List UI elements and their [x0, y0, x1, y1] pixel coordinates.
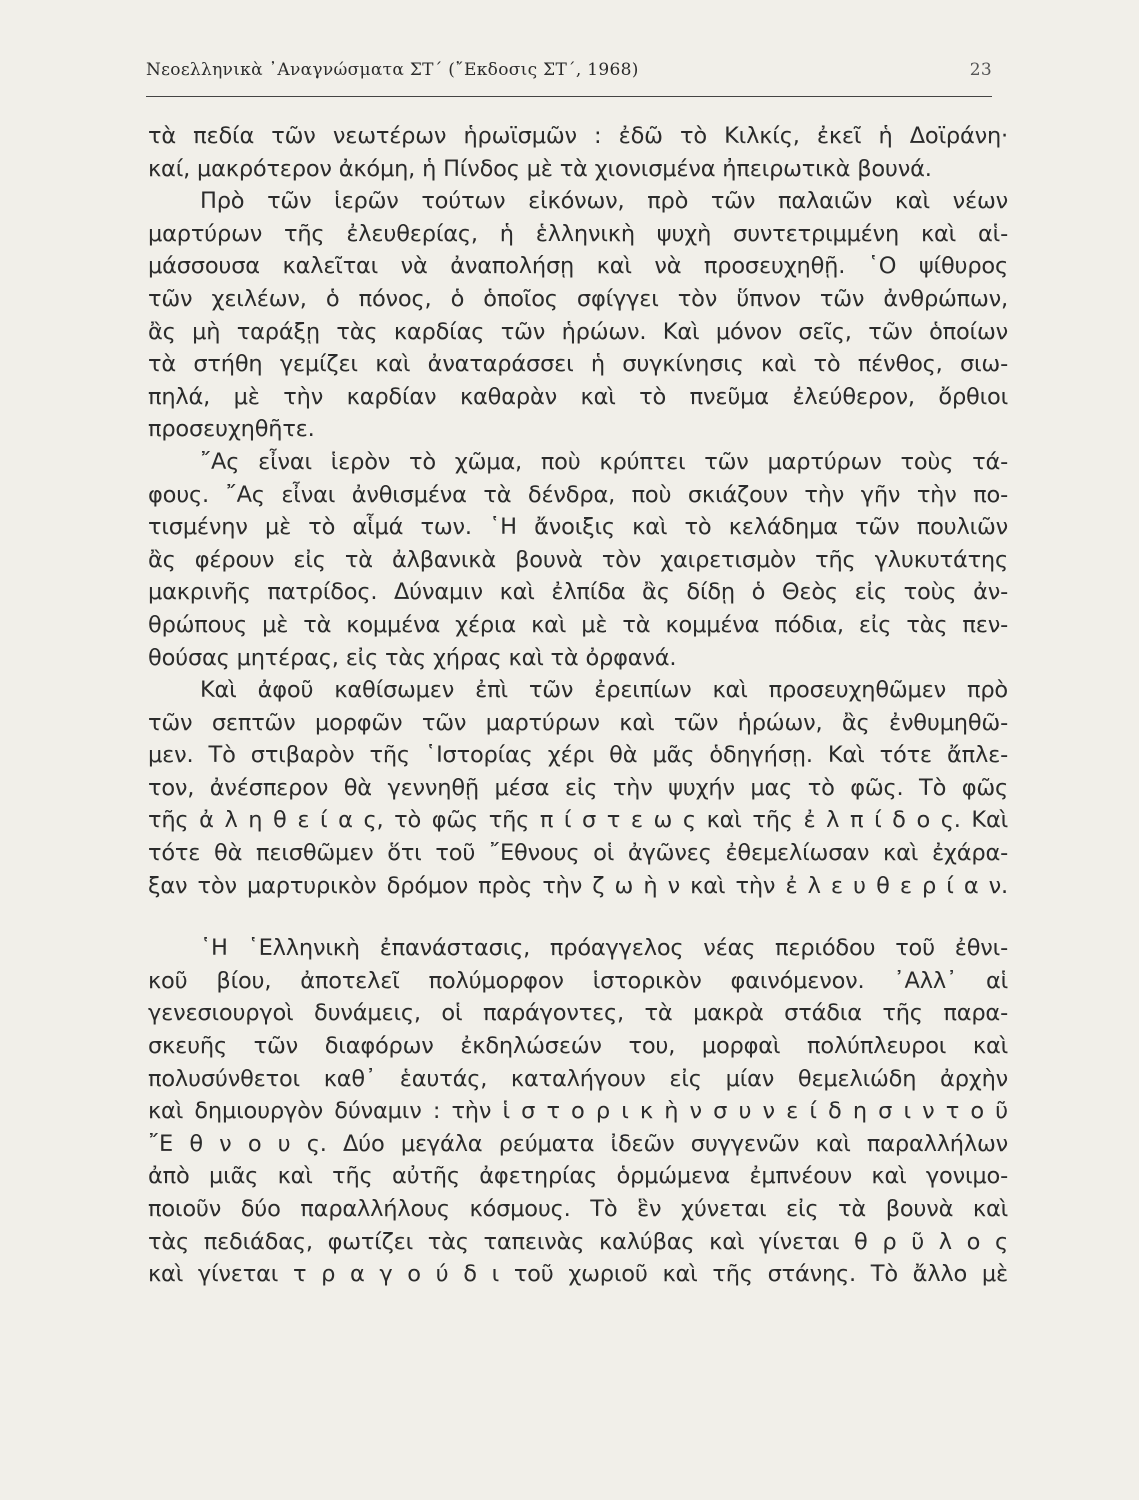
paragraph-line: ῾Η ῾Ελληνικὴ ἐπανάστασις, πρόαγγελος νέας περιόδου τοῦ ἐθνι- — [200, 935, 1008, 962]
paragraph-line: γενεσιουργοὶ δυνάμεις, οἱ παράγοντες, τὰ μακρὰ στάδια τῆς παρα- — [148, 1000, 1008, 1027]
paragraph-line: ἂς μὴ ταράξῃ τὰς καρδίας τῶν ἡρώων. Καὶ μόνον σεῖς, τῶν ὁποίων — [148, 318, 1008, 345]
paragraph-line: τὰ στήθη γεμίζει καὶ ἀναταράσσει ἡ συγκίνησις καὶ τὸ πένθος, σιω- — [148, 351, 1008, 378]
paragraph-line: ἀπὸ μιᾶς καὶ τῆς αὐτῆς ἀφετηρίας ὁρμώμενα ἐμπνέουν καὶ γονιμο- — [148, 1163, 1008, 1190]
paragraph-line: πολυσύνθετοι καθ᾽ ἑαυτάς, καταλήγουν εἰς μίαν θεμελιώδη ἀρχὴν — [148, 1065, 1008, 1092]
paragraph-line: τὰ πεδία τῶν νεωτέρων ἡρωϊσμῶν : ἐδῶ τὸ Κιλκίς, ἐκεῖ ἡ Δοϊράνη· — [148, 123, 1008, 149]
paragraph-line: ἂς φέρουν εἰς τὰ ἀλβανικὰ βουνὰ τὸν χαιρετισμὸν τῆς γλυκυτάτης — [148, 546, 1008, 573]
page-number: 23 — [969, 60, 992, 80]
paragraph-line: σκευῆς τῶν διαφόρων ἐκδηλώσεών του, μορφαὶ πολύπλευροι καὶ — [148, 1033, 1008, 1060]
paragraph-line: κοῦ βίου, ἀποτελεῖ πολύμορφον ἱστορικὸν φαινόμενον. ᾽Αλλ᾽ αἱ — [148, 967, 1008, 994]
page-body — [148, 120, 1008, 1291]
paragraph-line: τὰς πεδιάδας, φωτίζει τὰς ταπεινὰς καλύβας καὶ γίνεται θ ρ ῦ λ ο ς — [148, 1228, 1008, 1255]
paragraph-line: τῶν σεπτῶν μορφῶν τῶν μαρτύρων καὶ τῶν ἡρώων, ἂς ἐνθυμηθῶ- — [148, 709, 1008, 736]
paragraph-line: φους. ῎Ας εἶναι ἀνθισμένα τὰ δένδρα, ποὺ σκιάζουν τὴν γῆν τὴν πο- — [148, 481, 1008, 508]
paragraph-line: τῶν χειλέων, ὁ πόνος, ὁ ὁποῖος σφίγγει τὸν ὕπνον τῶν ἀνθρώπων, — [148, 285, 1008, 312]
paragraph-line: θρώπους μὲ τὰ κομμένα χέρια καὶ μὲ τὰ κομμένα πόδια, εἰς τὰς πεν- — [148, 611, 1008, 638]
paragraph-line: θούσας μητέρας, εἰς τὰς χήρας καὶ τὰ ὀρφανά. — [148, 644, 677, 671]
paragraph-line: μεν. Τὸ στιβαρὸν τῆς ῾Ιστορίας χέρι θὰ μᾶς ὁδηγήσῃ. Καὶ τότε ἄπλε- — [148, 742, 1008, 769]
header-rule — [146, 96, 992, 97]
section-gap — [148, 902, 1008, 932]
paragraph-line: ποιοῦν δύο παραλλήλους κόσμους. Τὸ ἓν χύνεται εἰς τὰ βουνὰ καὶ — [148, 1196, 1008, 1222]
paragraph-line: καὶ δημιουργὸν δύναμιν : τὴν ἱ σ τ ο ρ ι κ ὴ ν σ υ ν ε ί δ η σ ι ν τ ο ῦ — [148, 1098, 1008, 1125]
paragraph-line: πηλά, μὲ τὴν καρδίαν καθαρὰν καὶ τὸ πνεῦμα ἐλεύθερον, ὄρθιοι — [148, 383, 1008, 410]
paragraph-line: μάσσουσα καλεῖται νὰ ἀναπολήσῃ καὶ νὰ προσευχηθῇ. ῾Ο ψίθυρος — [148, 253, 1008, 280]
paragraph-line: καί, μακρότερον ἀκόμη, ἡ Πίνδος μὲ τὰ χιονισμένα ἠπειρωτικὰ βουνά. — [148, 155, 932, 182]
running-title: Νεοελληνικὰ ᾽Αναγνώσματα ΣΤ΄ (῎Εκδοσις ΣΤ΄, 1968) — [146, 60, 639, 80]
running-header — [146, 60, 992, 80]
paragraph-line: τῆς ἀ λ η θ ε ί α ς, τὸ φῶς τῆς π ί σ τ ε ω ς καὶ τῆς ἐ λ π ί δ ο ς. Καὶ — [148, 807, 1008, 834]
paragraph-line: ῎Ας εἶναι ἱερὸν τὸ χῶμα, ποὺ κρύπτει τῶν μαρτύρων τοὺς τά- — [200, 448, 1008, 475]
paragraph-line: ξαν τὸν μαρτυρικὸν δρόμον πρὸς τὴν ζ ω ὴ ν καὶ τὴν ἐ λ ε υ θ ε ρ ί α ν. — [148, 872, 1008, 899]
paragraph-line: τισμένην μὲ τὸ αἷμά των. ῾Η ἄνοιξις καὶ τὸ κελάδημα τῶν πουλιῶν — [148, 514, 1008, 541]
paragraph-line: τότε θὰ πεισθῶμεν ὅτι τοῦ ῎Εθνους οἱ ἀγῶνες ἐθεμελίωσαν καὶ ἐχάρα- — [148, 840, 1008, 867]
paragraph-line: ῎Ε θ ν ο υ ς. Δύο μεγάλα ρεύματα ἰδεῶν συγγενῶν καὶ παραλλήλων — [148, 1130, 1008, 1157]
paragraph-line: μαρτύρων τῆς ἐλευθερίας, ἡ ἑλληνικὴ ψυχὴ συντετριμμένη καὶ αἱ- — [148, 220, 1008, 247]
paragraph-line: Πρὸ τῶν ἱερῶν τούτων εἰκόνων, πρὸ τῶν παλαιῶν καὶ νέων — [200, 188, 1008, 215]
paragraph-line: τον, ἀνέσπερον θὰ γεννηθῇ μέσα εἰς τὴν ψυχήν μας τὸ φῶς. Τὸ φῶς — [148, 774, 1008, 801]
paragraph-line: μακρινῆς πατρίδος. Δύναμιν καὶ ἐλπίδα ἂς δίδῃ ὁ Θεὸς εἰς τοὺς ἀν- — [148, 579, 1008, 606]
paragraph-line: προσευχηθῆτε. — [148, 416, 315, 443]
paragraph-line: Καὶ ἀφοῦ καθίσωμεν ἐπὶ τῶν ἐρειπίων καὶ προσευχηθῶμεν πρὸ — [200, 677, 1008, 704]
paragraph-line: καὶ γίνεται τ ρ α γ ο ύ δ ι τοῦ χωριοῦ καὶ τῆς στάνης. Τὸ ἄλλο μὲ — [148, 1261, 1008, 1288]
